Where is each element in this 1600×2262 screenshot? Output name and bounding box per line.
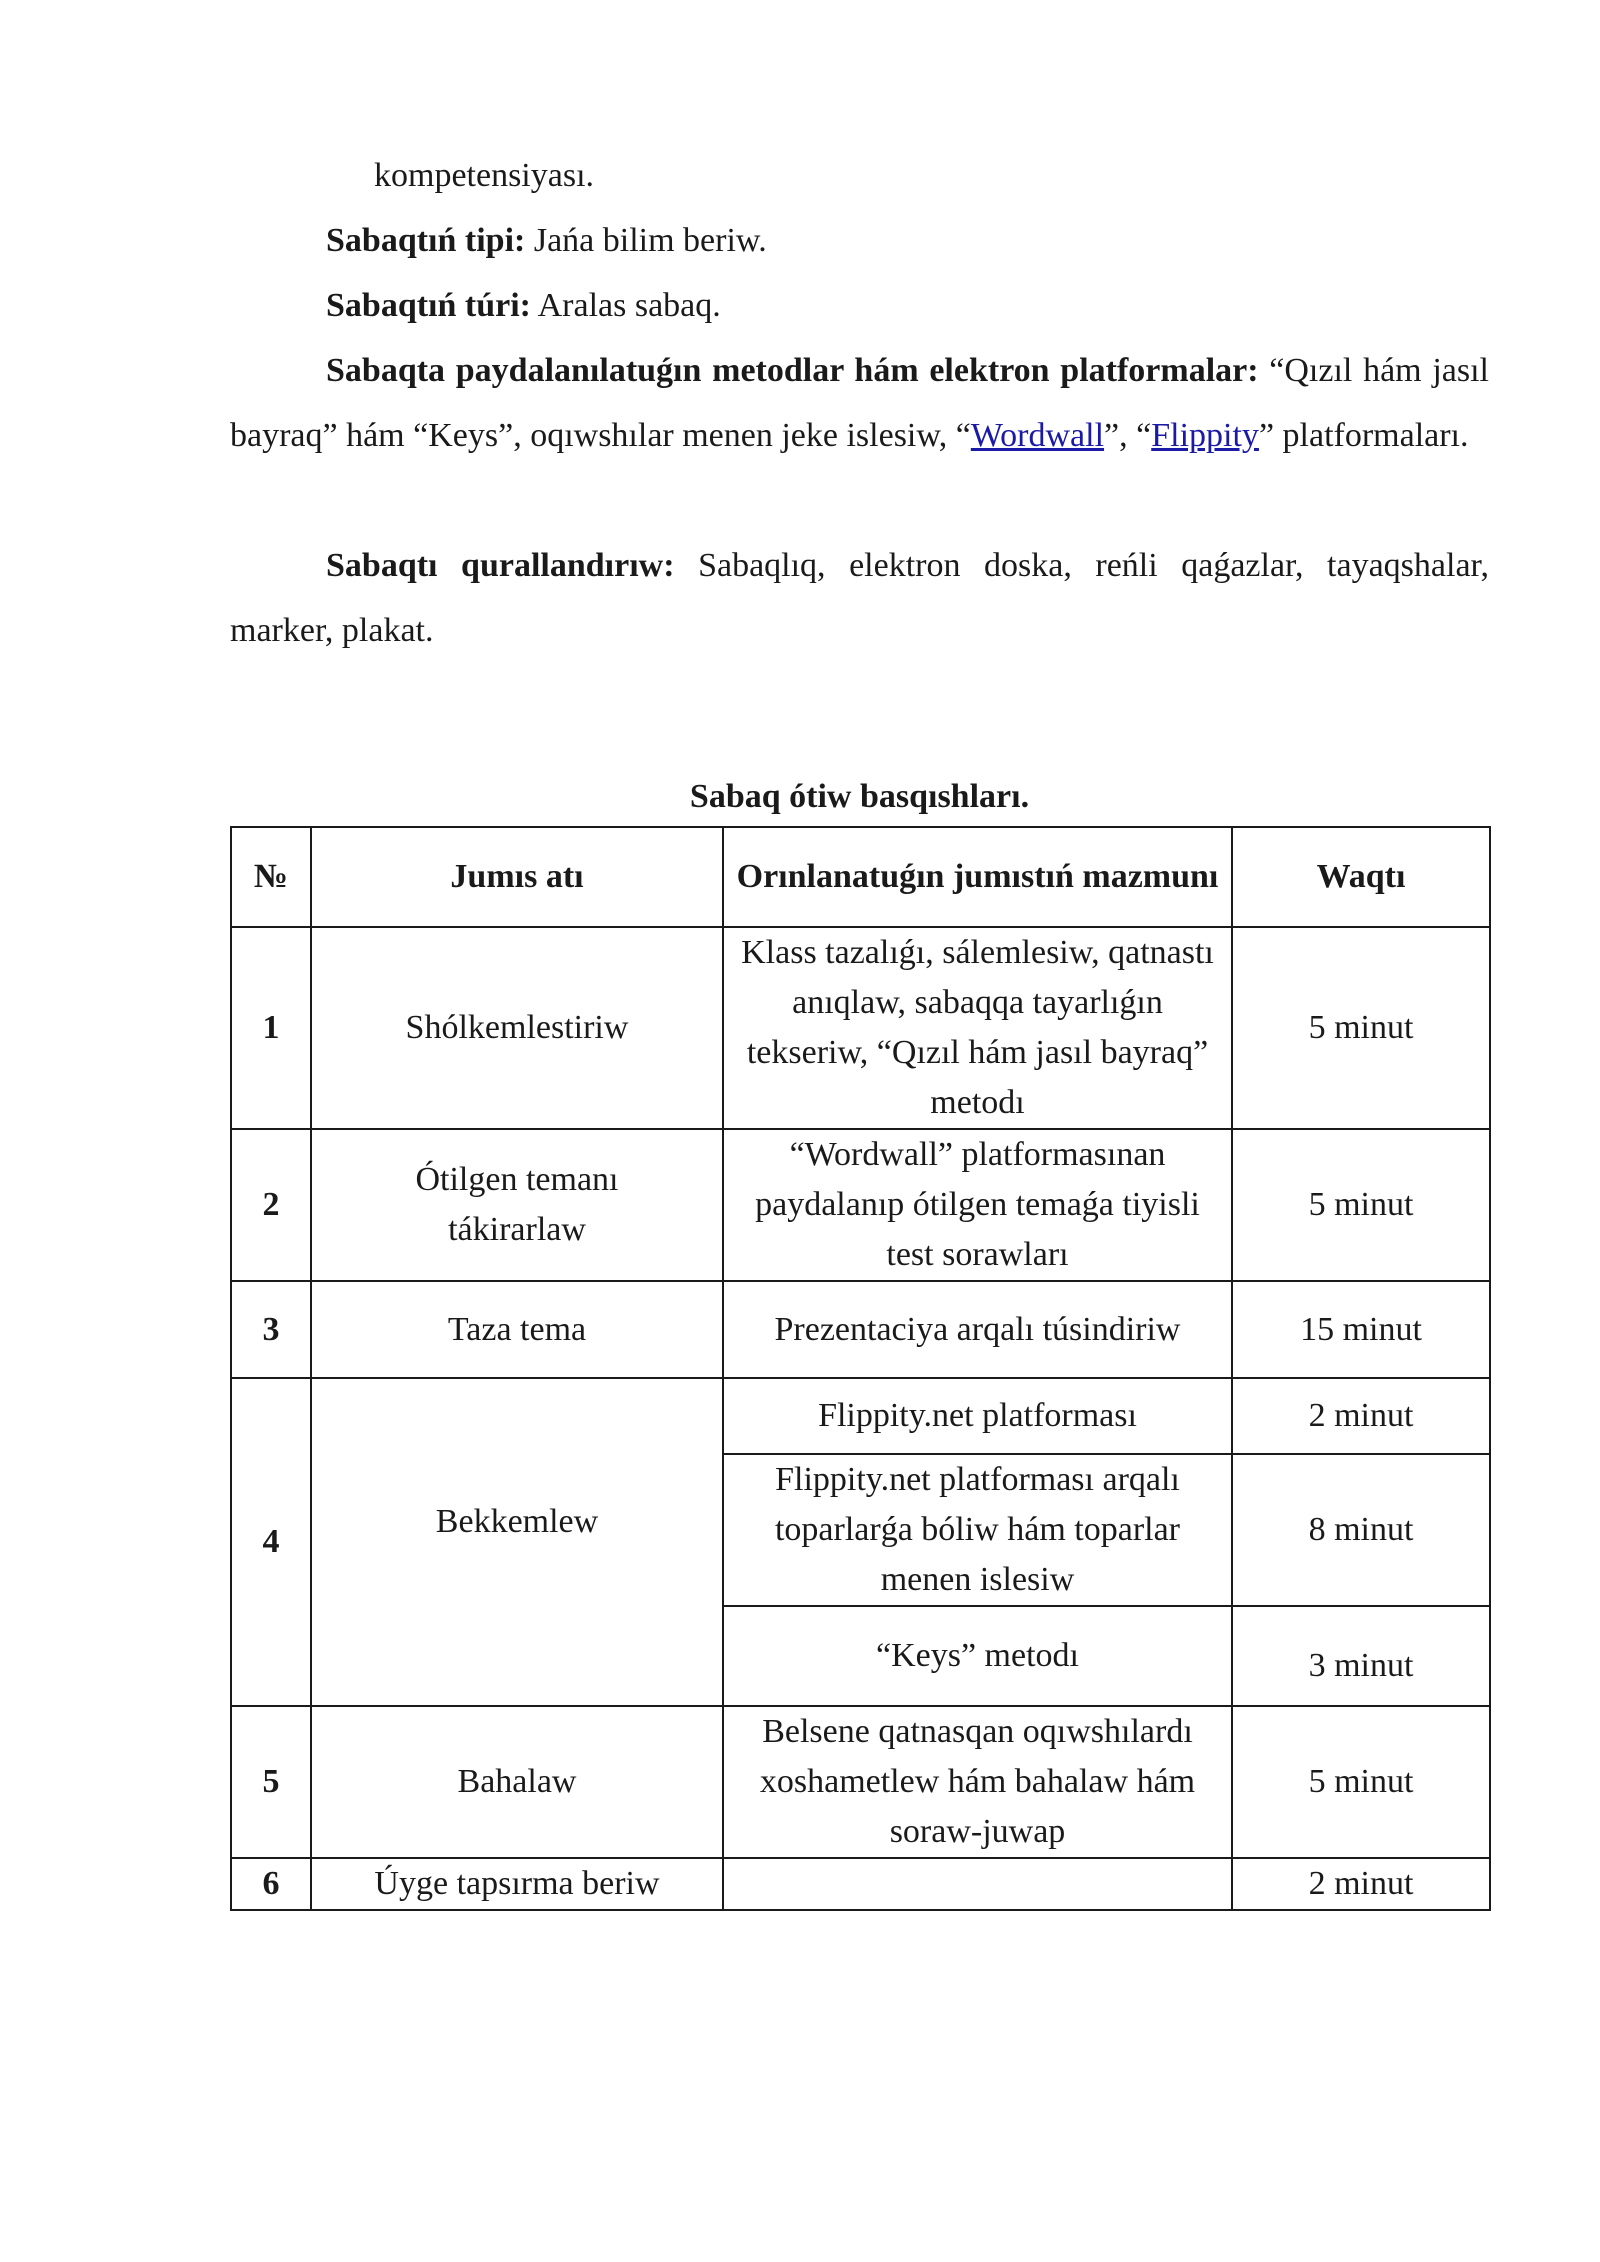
lesson-stages-table [230,826,1491,1911]
row-content: “Keys” metodı [723,1606,1232,1706]
wordwall-link[interactable]: Wordwall [970,417,1105,454]
row-name: Úyge tapsırma beriw [311,1858,723,1910]
flippity-link[interactable]: Flippity [1151,417,1259,454]
header-content: Orınlanatuǵın jumıstıń mazmunı [723,827,1232,927]
row-time: 2 minut [1232,1378,1490,1454]
row-time: 2 minut [1232,1858,1490,1910]
table-row [231,1378,1490,1454]
table-row [231,1281,1490,1378]
row-content: Flippity.net platforması [723,1378,1232,1454]
methods-label: Sabaqta paydalanılatuǵın metodlar hám elektron platformalar: [326,352,1259,389]
row-name: Bahalaw [311,1706,723,1858]
row-content: “Wordwall” platformasınan paydalanıp ótilgen temaǵa tiyisli test sorawları [723,1129,1232,1281]
row-content: Prezentaciya arqalı túsindiriw [723,1281,1232,1378]
header-name: Jumıs atı [311,827,723,927]
lesson-kind-value: Aralas sabaq. [531,287,721,324]
row-time: 5 minut [1232,1706,1490,1858]
row-time: 5 minut [1232,927,1490,1129]
table-row [231,1706,1490,1858]
row-content: Flippity.net platforması arqalı toparlarǵa bóliw hám toparlar menen islesiw [723,1454,1232,1606]
row-name: Shólkemlestiriw [311,927,723,1129]
lesson-type-label: Sabaqtıń tipi: [326,222,526,259]
table-row [231,1858,1490,1910]
row-content: Klass tazalıǵı, sálemlesiw, qatnastı anıqlaw, sabaqqa tayarlıǵın tekseriw, “Qızıl hám jasıl bayraq” metodı [723,927,1232,1129]
row-time: 5 minut [1232,1129,1490,1281]
lesson-type [230,208,1489,273]
lesson-kind [230,273,1489,338]
equipment-paragraph [230,533,1489,663]
row-number: 1 [231,927,311,1129]
methods-paragraph [230,338,1489,468]
row-name: Ótilgen temanı tákirarlaw [311,1129,723,1281]
methods-text: ”, “ [1104,417,1152,454]
row-time: 8 minut [1232,1454,1490,1606]
row-number: 5 [231,1706,311,1858]
header-number: № [231,827,311,927]
row-number: 6 [231,1858,311,1910]
lesson-type-value: Jańa bilim beriw. [525,222,767,259]
methods-text: “Qızıl hám jasıl bayraq” hám “Keys”, oqıwshılar menen jeke islesiw, “ [230,352,1489,454]
equipment-value: Sabaqlıq, elektron doska, reńli qaǵazlar, tayaqshalar, marker, plakat. [230,547,1489,649]
table-row [231,1129,1490,1281]
table-header-row [231,827,1490,927]
table-row [231,927,1490,1129]
row-name: Taza tema [311,1281,723,1378]
row-number: 3 [231,1281,311,1378]
header-time: Waqtı [1232,827,1490,927]
competency-line: kompetensiyası. [374,157,595,194]
row-name: Bekkemlew [311,1378,723,1706]
row-content: Belsene qatnasqan oqıwshılardı xoshametlew hám bahalaw hám soraw-juwap [723,1706,1232,1858]
row-time: 15 minut [1232,1281,1490,1378]
row-number: 2 [231,1129,311,1281]
equipment-label: Sabaqtı qurallandırıw: [326,547,675,584]
lesson-kind-label: Sabaqtıń túri: [326,287,531,324]
methods-text: ” platformaları. [1258,417,1469,454]
table-caption: Sabaq ótiw basqıshları. [689,778,1030,815]
row-number: 4 [231,1378,311,1706]
row-content [723,1858,1232,1910]
row-time: 3 minut [1232,1606,1490,1706]
